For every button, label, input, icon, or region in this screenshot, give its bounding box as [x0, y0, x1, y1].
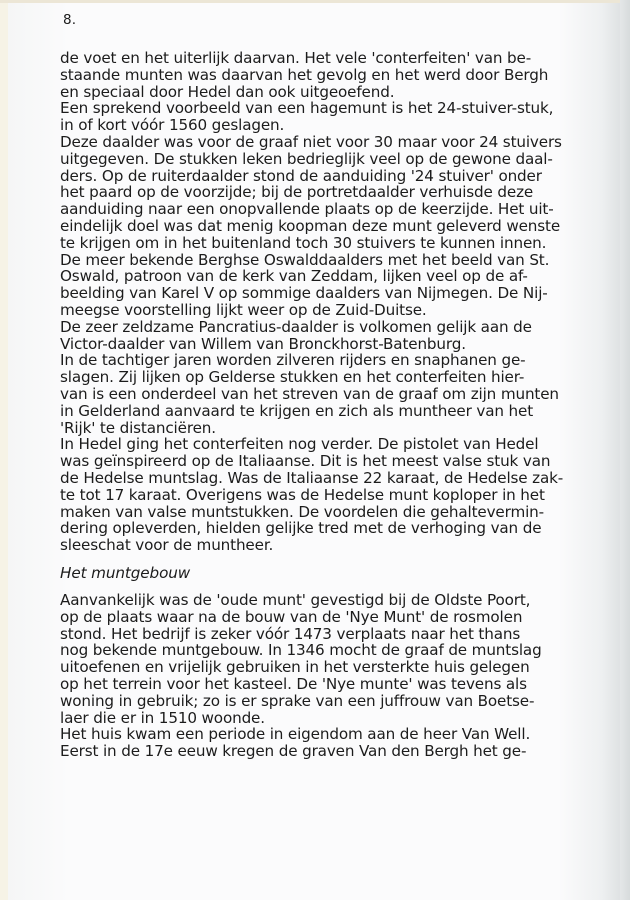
text-line: dering opleverden, hielden gelijke tred met de verhoging van de: [60, 519, 542, 538]
text-line: Het huis kwam een periode in eigendom aan de heer Van Well.: [60, 725, 531, 744]
text-line: uitgegeven. De stukken leken bedrieglijk veel op de gewone daal-: [60, 149, 553, 168]
text-line: beelding van Karel V op sommige daalders van Nijmegen. De Nij-: [60, 284, 548, 303]
text-line: van is een onderdeel van het streven van de graaf om zijn munten: [60, 384, 559, 403]
text-line: Aanvankelijk was de 'oude munt' gevestigd bij de Oldste Poort,: [60, 591, 531, 609]
text-line: slagen. Zij lijken op Gelderse stukken en het conterfeiten hier-: [60, 368, 525, 387]
text-line: sleeschat voor de muntheer.: [60, 536, 274, 555]
text-line: was geïnspireerd op de Italiaanse. Dit is het meest valse stuk van: [60, 452, 551, 471]
text-line: laer die er in 1510 woonde.: [60, 708, 265, 727]
section-heading: Het muntgebouw: [60, 564, 191, 582]
text-line: 'Rijk' te distanciëren.: [60, 418, 216, 437]
page-edge-right: [620, 0, 630, 900]
text-line: het paard op de voorzijde; bij de portretdaalder verhuisde deze: [60, 183, 534, 202]
page-number: 8.: [63, 12, 77, 28]
text-line: De meer bekende Berghse Oswalddaalders met het beeld van St.: [60, 250, 550, 269]
text-line: te tot 17 karaat. Overigens was de Hedelse munt koploper in het: [60, 485, 545, 504]
text-line: Eerst in de 17e eeuw kregen de graven Van den Bergh het ge-: [60, 742, 527, 761]
text-line: Deze daalder was voor de graaf niet voor 30 maar voor 24 stuivers: [60, 132, 562, 151]
text-line: te krijgen om in het buitenland toch 30 stuivers te kunnen innen.: [60, 233, 547, 252]
text-line: woning in gebruik; zo is er sprake van een juffrouw van Boetse-: [60, 691, 535, 710]
text-line: in of kort vóór 1560 geslagen.: [60, 116, 285, 135]
text-line: de Hedelse muntslag. Was de Italiaanse 22 karaat, de Hedelse zak-: [60, 468, 564, 487]
text-line: op de plaats waar na de bouw van de 'Nye Munt' de rosmolen: [60, 607, 523, 626]
page-edge-left: [0, 0, 8, 900]
body-text-section-1: [60, 50, 563, 554]
text-line: ders. Op de ruiterdaalder stond de aanduiding '24 stuiver' onder: [60, 166, 542, 185]
text-line: Victor-daalder van Willem van Bronckhorst-Batenburg.: [60, 334, 466, 353]
text-line: meegse voorstelling lijkt weer op de Zuid-Duitse.: [60, 300, 427, 319]
text-line: de voet en het uiterlijk daarvan. Het vele 'conterfeiten' van be-: [60, 49, 532, 67]
text-line: maken van valse muntstukken. De voordelen die gehaltevermin-: [60, 502, 544, 521]
body-text-section-2: [60, 592, 542, 760]
text-line: stond. Het bedrijf is zeker vóór 1473 verplaats naar het thans: [60, 624, 521, 643]
text-line: De zeer zeldzame Pancratius-daalder is volkomen gelijk aan de: [60, 317, 532, 336]
text-line: in Gelderland aanvaard te krijgen en zich als muntheer van het: [60, 401, 533, 420]
text-line: en speciaal door Hedel dan ook uitgeoefend.: [60, 82, 395, 101]
text-line: In de tachtiger jaren worden zilveren rijders en snaphanen ge-: [60, 351, 526, 370]
text-line: In Hedel ging het conterfeiten nog verder. De pistolet van Hedel: [60, 435, 539, 454]
text-line: aanduiding naar een onopvallende plaats op de keerzijde. Het uit-: [60, 200, 554, 219]
text-line: nog bekende muntgebouw. In 1346 mocht de graaf de muntslag: [60, 641, 542, 660]
text-line: uitoefenen en vrijelijk gebruiken in het versterkte huis gelegen: [60, 658, 530, 677]
text-line: eindelijk doel was dat menig koopman deze munt geleverd wenste: [60, 216, 561, 235]
text-line: op het terrein voor het kasteel. De 'Nye munte' was tevens als: [60, 674, 527, 693]
text-line: Een sprekend voorbeeld van een hagemunt is het 24-stuiver-stuk,: [60, 99, 554, 118]
text-line: Oswald, patroon van de kerk van Zeddam, lijken veel op de af-: [60, 267, 528, 286]
text-line: staande munten was daarvan het gevolg en het werd door Bergh: [60, 65, 549, 84]
